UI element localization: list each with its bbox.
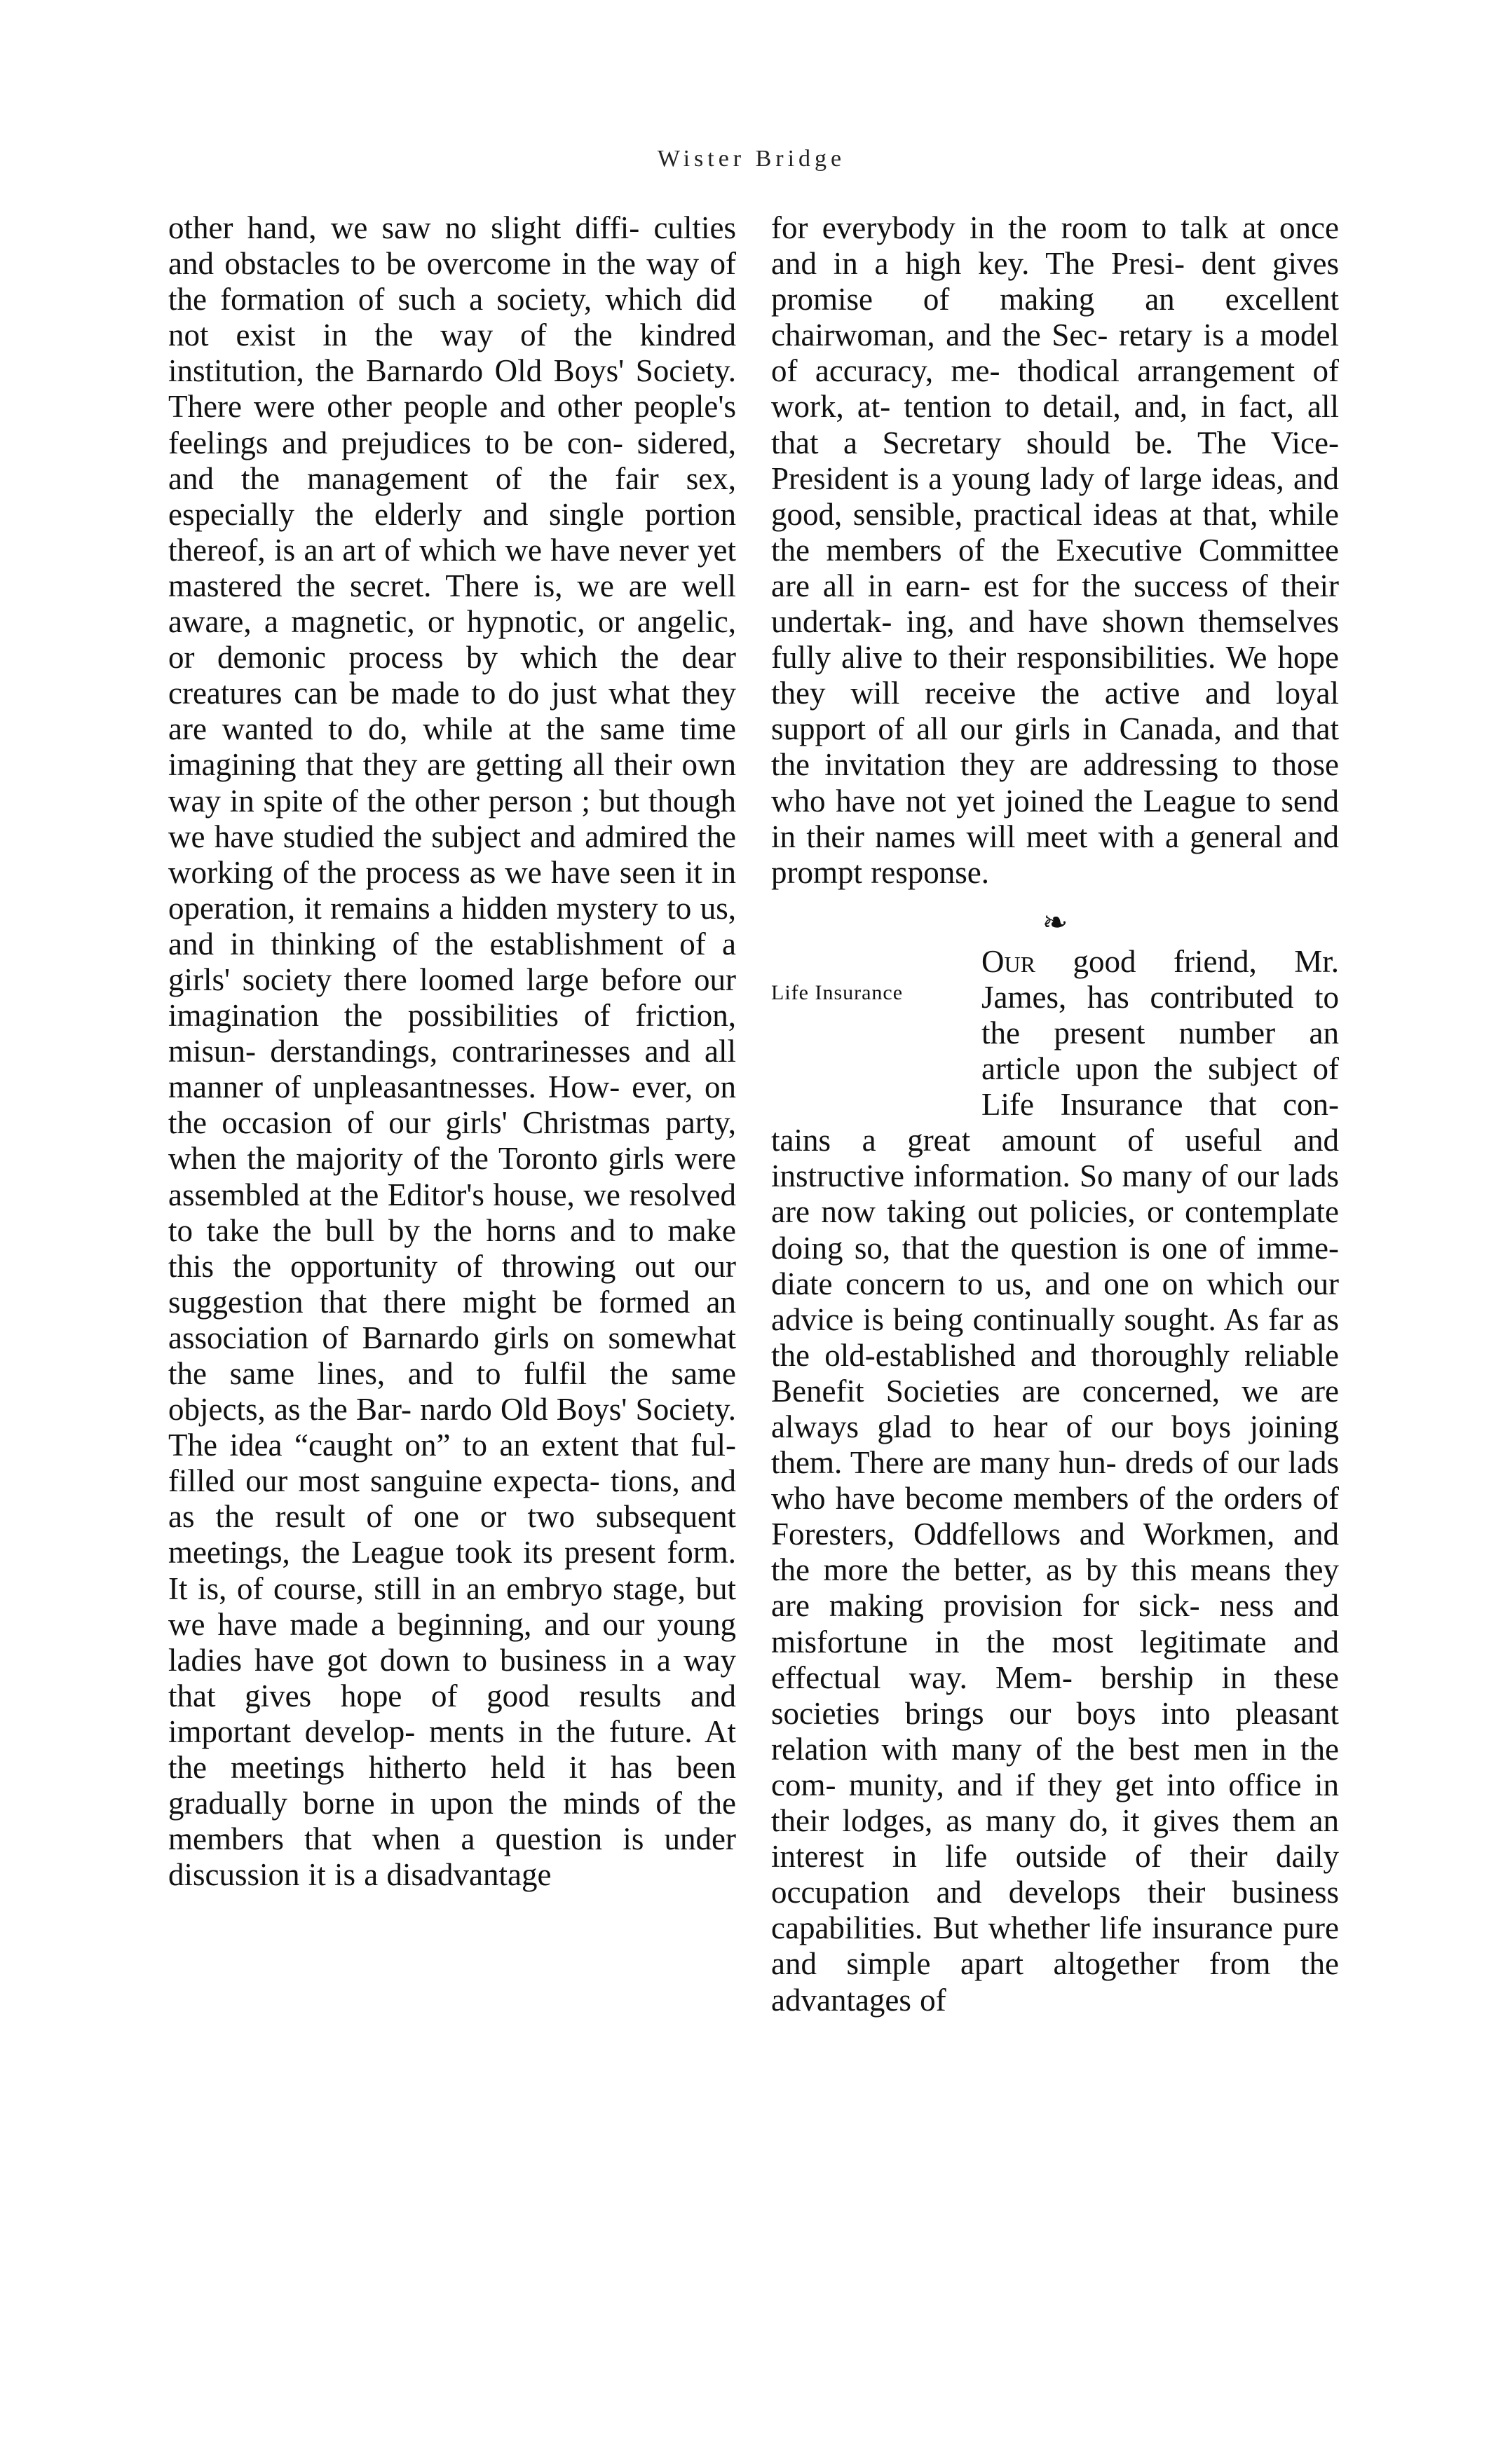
running-head: Wister Bridge (657, 146, 846, 172)
drop-word: Our (981, 943, 1035, 979)
body-paragraph: for everybody in the room to talk at once and in a high key. The Presi- dent gives promise of making an excellent chairwoman, and the Sec- retary is a model of accuracy, me- thodical arrangement of work, at- tention to detail, and, in fact, all that a Secretary should be. The Vice- President is a young lady of large ideas, and good, sensible, practical ideas at that, while the members of the Executive Committee are all in earn- est for the success of their undertak- ing, and have shown themselves fully alive to their responsibilities. We hope they will receive the active and loyal support of all our girls in Canada, and that the invitation they are addressing to those who have not yet joined the League to send in their names will meet with a general and prompt response. (771, 210, 1339, 890)
section-ornament: ❧ (1042, 905, 1068, 940)
left-column (168, 210, 736, 1893)
body-text: good friend, Mr. James, has contributed to the present number an article upon the subject of Life Insurance that con- tains a great amount of useful and instructive information. So many of our lads are now taking out policies, or contemplate doing so, that the question is one of imme- diate concern to us, and one on which our advice is being continually sought. As far as the old-established and thoroughly reliable Benefit Societies are concerned, we are always glad to hear of our boys joining them. There are many hun- dreds of our lads who have become members of the orders of Foresters, Oddfellows and Workmen, and the more the better, as by this means they are making provision for sick- ness and misfortune in the most legitimate and effectual way. Mem- bership in these societies brings our boys into pleasant relation with many of the best men in the com- munity, and if they get into office in their lodges, as many do, it gives them an interest in life outside of their daily occupation and develops their business capabilities. But whether life insurance pure and simple apart altogether from the advantages of (771, 943, 1339, 2018)
body-paragraph: other hand, we saw no slight diffi- culties and obstacles to be overcome in the way of the formation of such a society, which did not exist in the way of the kindred institution, the Barnardo Old Boys' Society. There were other people and other people's feelings and prejudices to be con- sidered, and the management of the fair sex, especially the elderly and single portion thereof, is an art of which we have never yet mastered the secret. There is, we are well aware, a magnetic, or hypnotic, or angelic, or demonic process by which the dear creatures can be made to do just what they are wanted to do, while at the same time imagining that they are getting all their own way in spite of the other person ; but though we have studied the subject and admired the working of the process as we have seen it in operation, it remains a hidden mystery to us, and in thinking of the establishment of a girls' society there loomed large before our imagination the possibilities of friction, misun- derstandings, contrarinesses and all manner of unpleasantnesses. How- ever, on the occasion of our girls' Christmas party, when the majority of the Toronto girls were assembled at the Editor's house, we resolved to take the bull by the horns and to make this the opportunity of throwing out our suggestion that there might be formed an association of Barnardo girls on somewhat the same lines, and to fulfil the same objects, as the Bar- nardo Old Boys' Society. The idea “caught on” to an extent that ful- filled our most sanguine expecta- tions, and as the result of one or two subsequent meetings, the League took its present form. It is, of course, still in an embryo stage, but we have made a beginning, and our young ladies have got down to business in a way that gives hope of good results and important develop- ments in the future. At the meetings hitherto held it has been gradually borne in upon the minds of the members that when a question is under discussion it is a disadvantage (168, 210, 736, 1893)
side-heading: Life Insurance (771, 980, 904, 1004)
body-paragraph (771, 944, 1339, 2018)
right-column (771, 210, 1339, 2018)
life-insurance-section (771, 944, 1339, 2018)
